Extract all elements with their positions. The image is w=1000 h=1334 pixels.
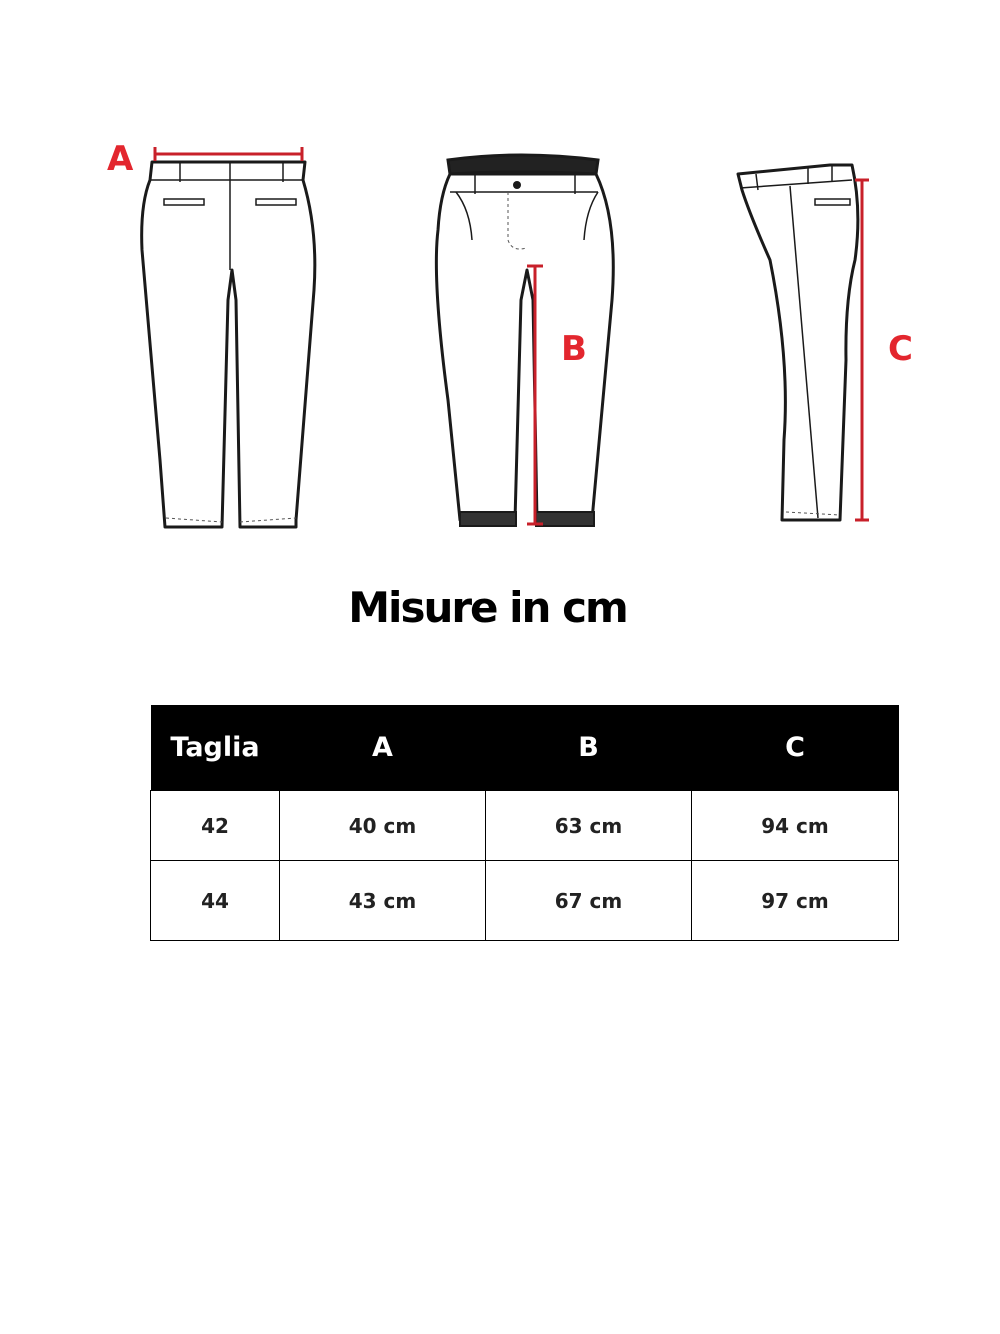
pants-side-view [738,165,913,520]
cell-b: 67 cm [486,861,692,941]
measure-label-b: B [561,329,587,369]
cell-a: 43 cm [280,861,486,941]
table-row [151,861,899,941]
pants-measurement-diagram [0,0,1000,560]
cell-c: 94 cm [692,791,899,861]
page-title: Misure in cm [348,583,627,632]
measure-label-c: C [888,329,913,369]
pants-front-view [436,155,613,526]
table-row [151,791,899,861]
header-a: A [280,705,486,791]
cell-c: 97 cm [692,861,899,941]
measure-label-a: A [107,139,134,179]
header-b: B [486,705,692,791]
pants-back-view [142,162,315,527]
cell-a: 40 cm [280,791,486,861]
cell-size: 44 [151,861,280,941]
size-table [150,705,899,941]
cell-size: 42 [151,791,280,861]
table-header-row [151,705,899,791]
header-size: Taglia [151,705,280,791]
cell-b: 63 cm [486,791,692,861]
header-c: C [692,705,899,791]
